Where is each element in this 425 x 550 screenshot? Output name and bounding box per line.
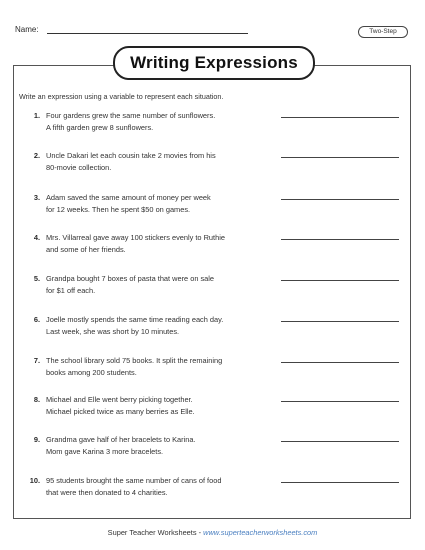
footer-separator: - [196, 528, 204, 537]
problem-text: Adam saved the same amount of money per week [46, 193, 211, 202]
answer-line[interactable] [281, 362, 399, 363]
problem-text: Grandpa bought 7 boxes of pasta that were on sale [46, 274, 215, 283]
problem-number: 10. [29, 476, 40, 485]
problem-number: 3. [33, 193, 40, 202]
answer-line[interactable] [281, 199, 399, 200]
answer-line[interactable] [281, 321, 399, 322]
answer-line[interactable] [281, 441, 399, 442]
name-line[interactable] [47, 33, 248, 34]
answer-line[interactable] [281, 157, 399, 158]
problem-item [18, 314, 408, 342]
problem-item [18, 110, 408, 138]
footer-brand: Super Teacher Worksheets [107, 528, 197, 537]
problem-number: 9. [33, 435, 40, 444]
problem-item [18, 355, 408, 383]
problem-item [18, 475, 408, 503]
problem-item [18, 232, 408, 260]
problem-text: 95 students brought the same number of cans of food [46, 476, 222, 485]
problem-text: for $1 off each. [46, 286, 96, 295]
problem-text: Joelle mostly spends the same time reading each day. [46, 315, 224, 324]
problem-number: 2. [33, 151, 40, 160]
problem-text: Grandma gave half of her bracelets to Karina. [46, 435, 196, 444]
problem-text: for 12 weeks. Then he spent $50 on games. [46, 205, 191, 214]
problem-number: 8. [33, 395, 40, 404]
problem-number: 7. [33, 356, 40, 365]
problem-text: Michael picked twice as many berries as Elle. [46, 407, 195, 416]
problem-text: The school library sold 75 books. It split the remaining [46, 356, 223, 365]
problem-text: books among 200 students. [46, 368, 137, 377]
problem-number: 1. [33, 111, 40, 120]
problem-text: Mom gave Karina 3 more bracelets. [46, 447, 164, 456]
problem-number: 6. [33, 315, 40, 324]
answer-line[interactable] [281, 401, 399, 402]
problem-text: Four gardens grew the same number of sunflowers. [46, 111, 216, 120]
problem-text: Michael and Elle went berry picking together. [46, 395, 193, 404]
problem-number: 5. [33, 274, 40, 283]
answer-line[interactable] [281, 239, 399, 240]
problem-text: Uncle Dakari let each cousin take 2 movies from his [46, 151, 216, 160]
difficulty-badge: Two-Step [358, 26, 408, 38]
answer-line[interactable] [281, 280, 399, 281]
name-label: Name: [15, 25, 39, 34]
problem-item [18, 394, 408, 422]
answer-line[interactable] [281, 117, 399, 118]
problem-text: Mrs. Villarreal gave away 100 stickers evenly to Ruthie [46, 233, 225, 242]
footer [0, 528, 425, 537]
footer-url-link[interactable]: www.superteacherworksheets.com [203, 528, 318, 537]
problem-text: 80-movie collection. [46, 163, 112, 172]
problem-item [18, 150, 408, 178]
problem-item [18, 192, 408, 220]
problem-text: and some of her friends. [46, 245, 126, 254]
problem-text: that were then donated to 4 charities. [46, 488, 168, 497]
problem-text: Last week, she was short by 10 minutes. [46, 327, 180, 336]
problem-text: A fifth garden grew 8 sunflowers. [46, 123, 154, 132]
instructions: Write an expression using a variable to represent each situation. [19, 92, 224, 101]
problem-item [18, 434, 408, 462]
worksheet-title: Writing Expressions [113, 46, 315, 80]
problem-item [18, 273, 408, 301]
answer-line[interactable] [281, 482, 399, 483]
problem-number: 4. [33, 233, 40, 242]
